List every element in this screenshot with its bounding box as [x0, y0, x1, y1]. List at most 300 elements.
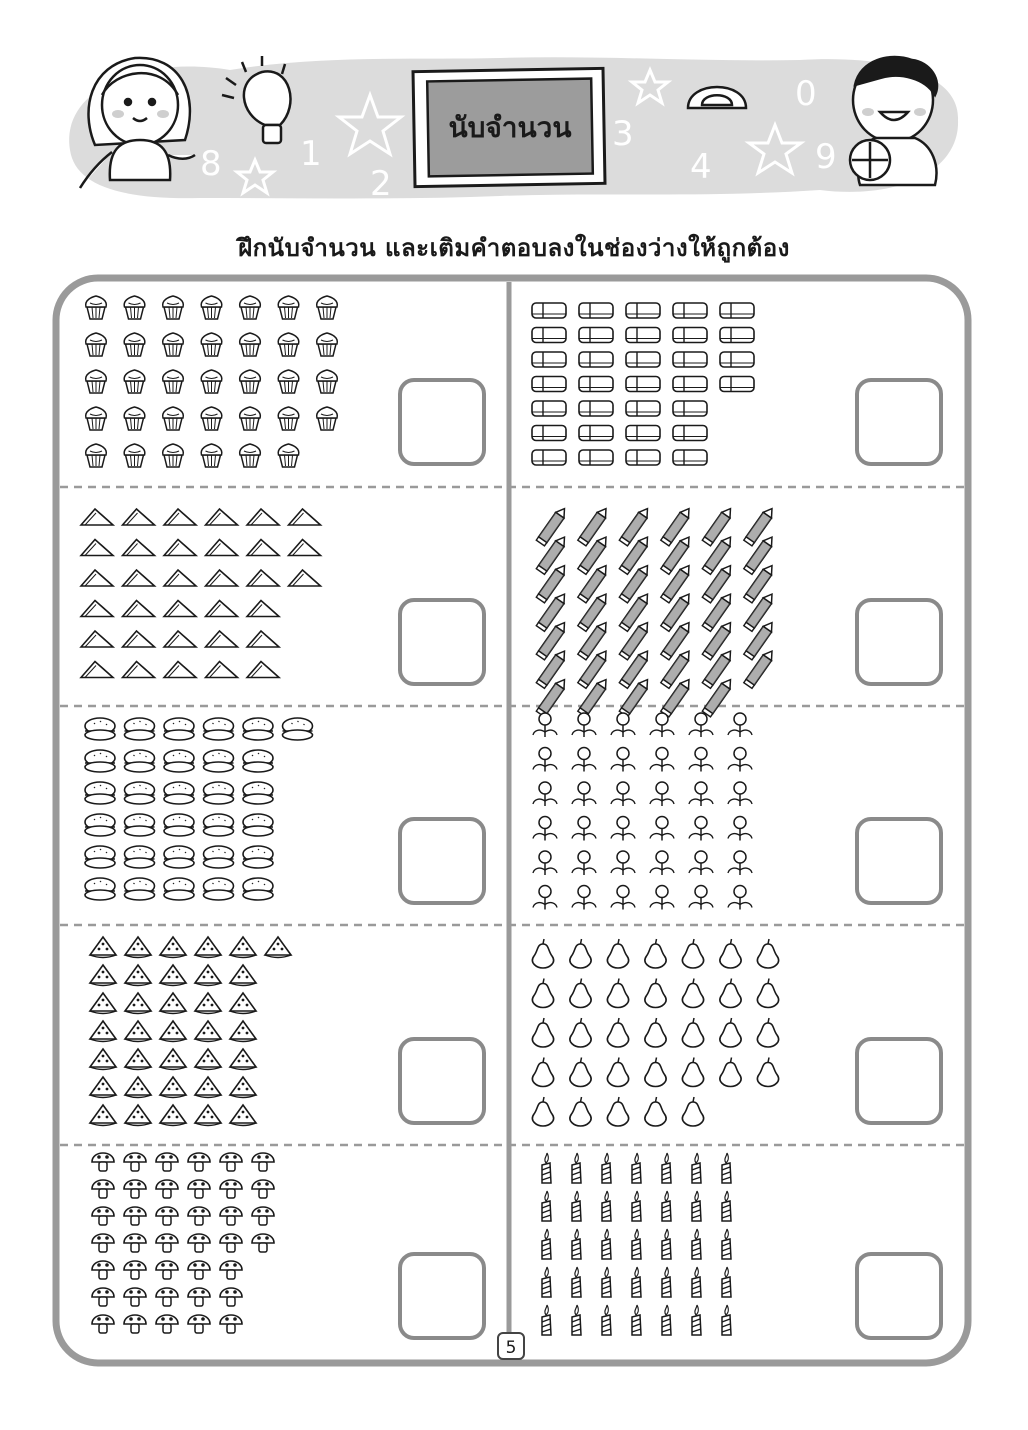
sandwich-icon	[289, 540, 321, 556]
eraser-icon	[626, 352, 660, 367]
pear-icon	[607, 1058, 628, 1087]
answer-box-sandwiches[interactable]	[398, 598, 486, 686]
mushroom-icon	[156, 1234, 178, 1252]
candle-icon	[722, 1153, 731, 1183]
candle-icon	[722, 1229, 731, 1259]
eraser-icon	[532, 377, 566, 392]
cupcake-icon	[124, 407, 145, 430]
sandwich-icon	[206, 540, 238, 556]
panel-8	[532, 939, 778, 1126]
cupcake-icon	[240, 296, 261, 319]
answer-box-burgers[interactable]	[398, 817, 486, 905]
flower-icon	[533, 748, 557, 772]
watermelon-icon	[90, 993, 116, 1014]
burger-icon	[164, 718, 194, 740]
sandwich-icon	[247, 662, 279, 678]
flower-icon	[611, 817, 635, 841]
eraser-icon	[626, 426, 660, 441]
mushroom-icon	[252, 1234, 274, 1252]
eraser-icon	[673, 328, 707, 343]
cupcake-icon	[124, 444, 145, 467]
watermelon-icon	[195, 965, 221, 986]
burger-icon	[164, 750, 194, 772]
pear-icon	[570, 1018, 591, 1047]
cupcake-icon	[240, 407, 261, 430]
watermelon-icon	[195, 1105, 221, 1126]
mushroom-icon	[220, 1180, 242, 1198]
watermelon-icon	[125, 1105, 151, 1126]
watermelon-icon	[125, 1077, 151, 1098]
eraser-icon	[579, 303, 613, 318]
burger-icon	[125, 846, 155, 868]
burger-icon	[243, 750, 273, 772]
svg-text:2: 2	[370, 164, 392, 204]
mushroom-icon	[220, 1153, 242, 1171]
mushroom-icon	[92, 1234, 114, 1252]
mushroom-icon	[124, 1180, 146, 1198]
pear-icon	[682, 1058, 703, 1087]
flower-icon	[650, 748, 674, 772]
candle-icon	[572, 1305, 581, 1335]
flower-icon	[611, 782, 635, 806]
burger-icon	[125, 718, 155, 740]
mushroom-icon	[92, 1153, 114, 1171]
pear-icon	[532, 979, 553, 1008]
cupcake-icon	[317, 407, 338, 430]
pear-icon	[570, 1058, 591, 1087]
candle-icon	[632, 1229, 641, 1259]
watermelon-icon	[90, 1077, 116, 1098]
sandwich-icon	[123, 601, 155, 617]
watermelon-icon	[90, 1021, 116, 1042]
burger-icon	[125, 814, 155, 836]
mushroom-icon	[156, 1180, 178, 1198]
mushroom-icon	[252, 1207, 274, 1225]
pear-icon	[645, 1018, 666, 1047]
mushroom-icon	[92, 1261, 114, 1279]
sandwich-icon	[81, 631, 113, 647]
candle-icon	[692, 1229, 701, 1259]
sandwich-icon	[123, 662, 155, 678]
flower-icon	[650, 817, 674, 841]
candle-icon	[572, 1267, 581, 1297]
cupcake-icon	[278, 407, 299, 430]
eraser-icon	[532, 401, 566, 416]
candle-icon	[542, 1191, 551, 1221]
svg-text:8: 8	[200, 144, 222, 184]
sandwich-icon	[206, 662, 238, 678]
page-title: นับจำนวน	[448, 111, 572, 144]
pear-icon	[570, 1097, 591, 1126]
flower-icon	[572, 886, 596, 910]
eraser-icon	[579, 401, 613, 416]
sandwich-icon	[164, 570, 196, 586]
eraser-icon	[626, 303, 660, 318]
sandwich-icon	[81, 662, 113, 678]
burger-icon	[243, 814, 273, 836]
watermelon-icon	[160, 1077, 186, 1098]
candle-icon	[572, 1229, 581, 1259]
answer-box-pencils[interactable]	[855, 598, 943, 686]
burger-icon	[85, 718, 115, 740]
pear-icon	[532, 1058, 553, 1087]
sandwich-icon	[289, 570, 321, 586]
eraser-icon	[579, 426, 613, 441]
cupcake-icon	[201, 296, 222, 319]
flower-icon	[650, 851, 674, 875]
eraser-icon	[579, 328, 613, 343]
flower-icon	[572, 748, 596, 772]
burger-icon	[204, 846, 234, 868]
burger-icon	[243, 878, 273, 900]
pear-icon	[757, 939, 778, 968]
mushroom-icon	[92, 1180, 114, 1198]
mushroom-icon	[124, 1315, 146, 1333]
eraser-icon	[626, 450, 660, 465]
sandwich-icon	[164, 662, 196, 678]
watermelon-icon	[160, 965, 186, 986]
sandwich-icon	[206, 509, 238, 525]
eraser-icon	[626, 401, 660, 416]
burger-icon	[85, 782, 115, 804]
pear-icon	[607, 979, 628, 1008]
watermelon-icon	[230, 1105, 256, 1126]
eraser-icon	[673, 426, 707, 441]
flower-icon	[533, 886, 557, 910]
eraser-icon	[626, 328, 660, 343]
candle-icon	[662, 1191, 671, 1221]
watermelon-icon	[230, 1049, 256, 1070]
panel-1	[86, 296, 338, 467]
burger-icon	[85, 846, 115, 868]
sandwich-icon	[206, 631, 238, 647]
mushroom-icon	[92, 1207, 114, 1225]
pear-icon	[532, 939, 553, 968]
flower-icon	[572, 817, 596, 841]
sandwich-icon	[289, 509, 321, 525]
eraser-icon	[579, 377, 613, 392]
burger-icon	[125, 750, 155, 772]
mushroom-icon	[92, 1288, 114, 1306]
mushroom-icon	[188, 1261, 210, 1279]
candle-icon	[692, 1305, 701, 1335]
sandwich-icon	[123, 631, 155, 647]
answer-box-erasers[interactable]	[855, 378, 943, 466]
cupcake-icon	[86, 370, 107, 393]
burger-icon	[243, 718, 273, 740]
watermelon-icon	[90, 965, 116, 986]
sandwich-icon	[206, 570, 238, 586]
mushroom-icon	[188, 1315, 210, 1333]
watermelon-icon	[230, 993, 256, 1014]
panel-3	[81, 509, 321, 678]
burger-icon	[204, 782, 234, 804]
watermelon-icon	[195, 993, 221, 1014]
panel-4	[536, 506, 776, 717]
sandwich-icon	[206, 601, 238, 617]
sandwich-icon	[81, 509, 113, 525]
cupcake-icon	[240, 444, 261, 467]
mushroom-icon	[220, 1315, 242, 1333]
cupcake-icon	[317, 333, 338, 356]
sandwich-icon	[247, 601, 279, 617]
mushroom-icon	[188, 1234, 210, 1252]
eraser-icon	[579, 352, 613, 367]
candle-icon	[602, 1267, 611, 1297]
mushroom-icon	[220, 1207, 242, 1225]
pear-icon	[607, 939, 628, 968]
panel-10	[542, 1153, 731, 1335]
svg-text:9: 9	[815, 137, 837, 177]
mushroom-icon	[92, 1315, 114, 1333]
candle-icon	[632, 1191, 641, 1221]
answer-box-candles[interactable]	[855, 1252, 943, 1340]
watermelon-icon	[265, 937, 291, 958]
flower-icon	[533, 851, 557, 875]
pear-icon	[645, 1058, 666, 1087]
sandwich-icon	[81, 540, 113, 556]
svg-text:4: 4	[690, 147, 712, 187]
flower-icon	[728, 782, 752, 806]
flower-icon	[728, 886, 752, 910]
watermelon-icon	[195, 1049, 221, 1070]
burger-icon	[204, 750, 234, 772]
watermelon-icon	[230, 1021, 256, 1042]
candle-icon	[662, 1305, 671, 1335]
mushroom-icon	[220, 1288, 242, 1306]
eraser-icon	[673, 450, 707, 465]
flower-icon	[650, 886, 674, 910]
candle-icon	[602, 1229, 611, 1259]
pear-icon	[682, 939, 703, 968]
burger-icon	[243, 846, 273, 868]
cupcake-icon	[163, 444, 184, 467]
mushroom-icon	[188, 1153, 210, 1171]
answer-box-pears[interactable]	[855, 1037, 943, 1125]
cupcake-icon	[201, 407, 222, 430]
watermelon-icon	[90, 937, 116, 958]
pear-icon	[532, 1097, 553, 1126]
flower-icon	[572, 782, 596, 806]
cupcake-icon	[86, 296, 107, 319]
candle-icon	[602, 1305, 611, 1335]
watermelon-icon	[230, 1077, 256, 1098]
watermelon-icon	[125, 993, 151, 1014]
cupcake-icon	[124, 296, 145, 319]
eraser-icon	[579, 450, 613, 465]
flower-icon	[611, 851, 635, 875]
burger-icon	[164, 814, 194, 836]
sandwich-icon	[123, 540, 155, 556]
cupcake-icon	[86, 407, 107, 430]
mushroom-icon	[124, 1234, 146, 1252]
page-number: 5	[497, 1332, 525, 1360]
mushroom-icon	[156, 1288, 178, 1306]
panel-6	[533, 713, 752, 910]
flower-icon	[689, 851, 713, 875]
watermelon-icon	[230, 965, 256, 986]
flower-icon	[533, 817, 557, 841]
sandwich-icon	[81, 570, 113, 586]
answer-box-watermelons[interactable]	[398, 1037, 486, 1125]
cupcake-icon	[86, 333, 107, 356]
cupcake-icon	[240, 370, 261, 393]
watermelon-icon	[195, 1077, 221, 1098]
pear-icon	[645, 979, 666, 1008]
mushroom-icon	[220, 1261, 242, 1279]
cupcake-icon	[201, 444, 222, 467]
mushroom-icon	[188, 1288, 210, 1306]
burger-icon	[204, 718, 234, 740]
cupcake-icon	[278, 444, 299, 467]
pear-icon	[720, 1058, 741, 1087]
mushroom-icon	[124, 1153, 146, 1171]
candle-icon	[692, 1267, 701, 1297]
cupcake-icon	[124, 333, 145, 356]
pear-icon	[682, 979, 703, 1008]
eraser-icon	[720, 377, 754, 392]
eraser-icon	[532, 450, 566, 465]
sandwich-icon	[247, 509, 279, 525]
mushroom-icon	[124, 1261, 146, 1279]
candle-icon	[692, 1191, 701, 1221]
mushroom-icon	[220, 1234, 242, 1252]
pear-icon	[570, 979, 591, 1008]
watermelon-icon	[125, 937, 151, 958]
cupcake-icon	[278, 333, 299, 356]
sandwich-icon	[123, 509, 155, 525]
eraser-icon	[720, 352, 754, 367]
candle-icon	[722, 1267, 731, 1297]
instruction-text: ฝึกนับจำนวน และเติมคำตอบลงในช่องว่างให้ถูกต้อง	[238, 234, 790, 262]
watermelon-icon	[125, 1049, 151, 1070]
eraser-icon	[673, 303, 707, 318]
cupcake-icon	[201, 370, 222, 393]
pear-icon	[682, 1018, 703, 1047]
pear-icon	[607, 1018, 628, 1047]
pear-icon	[757, 1018, 778, 1047]
candle-icon	[662, 1267, 671, 1297]
flower-icon	[572, 713, 596, 737]
candle-icon	[602, 1191, 611, 1221]
flower-icon	[611, 713, 635, 737]
answer-box-flowers[interactable]	[855, 817, 943, 905]
burger-icon	[204, 878, 234, 900]
watermelon-icon	[230, 937, 256, 958]
eraser-icon	[532, 352, 566, 367]
svg-text:3: 3	[612, 114, 634, 154]
eraser-icon	[720, 328, 754, 343]
flower-icon	[533, 713, 557, 737]
pear-icon	[720, 939, 741, 968]
watermelon-icon	[90, 1105, 116, 1126]
candle-icon	[692, 1153, 701, 1183]
cupcake-icon	[163, 407, 184, 430]
pear-icon	[720, 979, 741, 1008]
cupcake-icon	[86, 444, 107, 467]
panel-9	[92, 1153, 274, 1333]
sandwich-icon	[164, 601, 196, 617]
candle-icon	[632, 1153, 641, 1183]
candle-icon	[542, 1305, 551, 1335]
burger-icon	[125, 782, 155, 804]
candle-icon	[632, 1267, 641, 1297]
burger-icon	[85, 814, 115, 836]
eraser-icon	[673, 377, 707, 392]
pear-icon	[645, 1097, 666, 1126]
pear-icon	[757, 1058, 778, 1087]
candle-icon	[572, 1153, 581, 1183]
candle-icon	[722, 1305, 731, 1335]
sandwich-icon	[164, 540, 196, 556]
eraser-icon	[626, 377, 660, 392]
mushroom-icon	[188, 1207, 210, 1225]
burger-icon	[164, 782, 194, 804]
watermelon-icon	[160, 937, 186, 958]
mushroom-icon	[124, 1288, 146, 1306]
watermelon-icon	[90, 1049, 116, 1070]
candle-icon	[542, 1153, 551, 1183]
pear-icon	[607, 1097, 628, 1126]
candle-icon	[632, 1305, 641, 1335]
cupcake-icon	[278, 370, 299, 393]
pear-icon	[645, 939, 666, 968]
eraser-icon	[532, 303, 566, 318]
flower-icon	[728, 817, 752, 841]
watermelon-icon	[160, 993, 186, 1014]
sandwich-icon	[247, 540, 279, 556]
svg-text:1: 1	[300, 134, 322, 174]
sandwich-icon	[164, 509, 196, 525]
flower-icon	[728, 851, 752, 875]
panel-7	[90, 937, 291, 1126]
cupcake-icon	[124, 370, 145, 393]
eraser-icon	[532, 328, 566, 343]
sandwich-icon	[247, 631, 279, 647]
answer-box-mushrooms[interactable]	[398, 1252, 486, 1340]
cupcake-icon	[163, 333, 184, 356]
mushroom-icon	[252, 1153, 274, 1171]
mushroom-icon	[156, 1207, 178, 1225]
flower-icon	[689, 748, 713, 772]
flower-icon	[728, 748, 752, 772]
panel-2	[532, 303, 754, 465]
eraser-icon	[720, 303, 754, 318]
flower-icon	[689, 886, 713, 910]
burger-icon	[85, 878, 115, 900]
answer-box-cupcakes[interactable]	[398, 378, 486, 466]
svg-text:0: 0	[795, 74, 817, 114]
mushroom-icon	[156, 1261, 178, 1279]
flower-icon	[572, 851, 596, 875]
eraser-icon	[673, 401, 707, 416]
candle-icon	[662, 1229, 671, 1259]
cupcake-icon	[240, 333, 261, 356]
candle-icon	[722, 1191, 731, 1221]
watermelon-icon	[125, 1021, 151, 1042]
watermelon-icon	[195, 1021, 221, 1042]
sandwich-icon	[164, 631, 196, 647]
cupcake-icon	[278, 296, 299, 319]
flower-icon	[689, 782, 713, 806]
flower-icon	[611, 748, 635, 772]
candle-icon	[542, 1267, 551, 1297]
pear-icon	[570, 939, 591, 968]
sandwich-icon	[123, 570, 155, 586]
cupcake-icon	[163, 370, 184, 393]
burger-icon	[125, 878, 155, 900]
burger-icon	[164, 878, 194, 900]
